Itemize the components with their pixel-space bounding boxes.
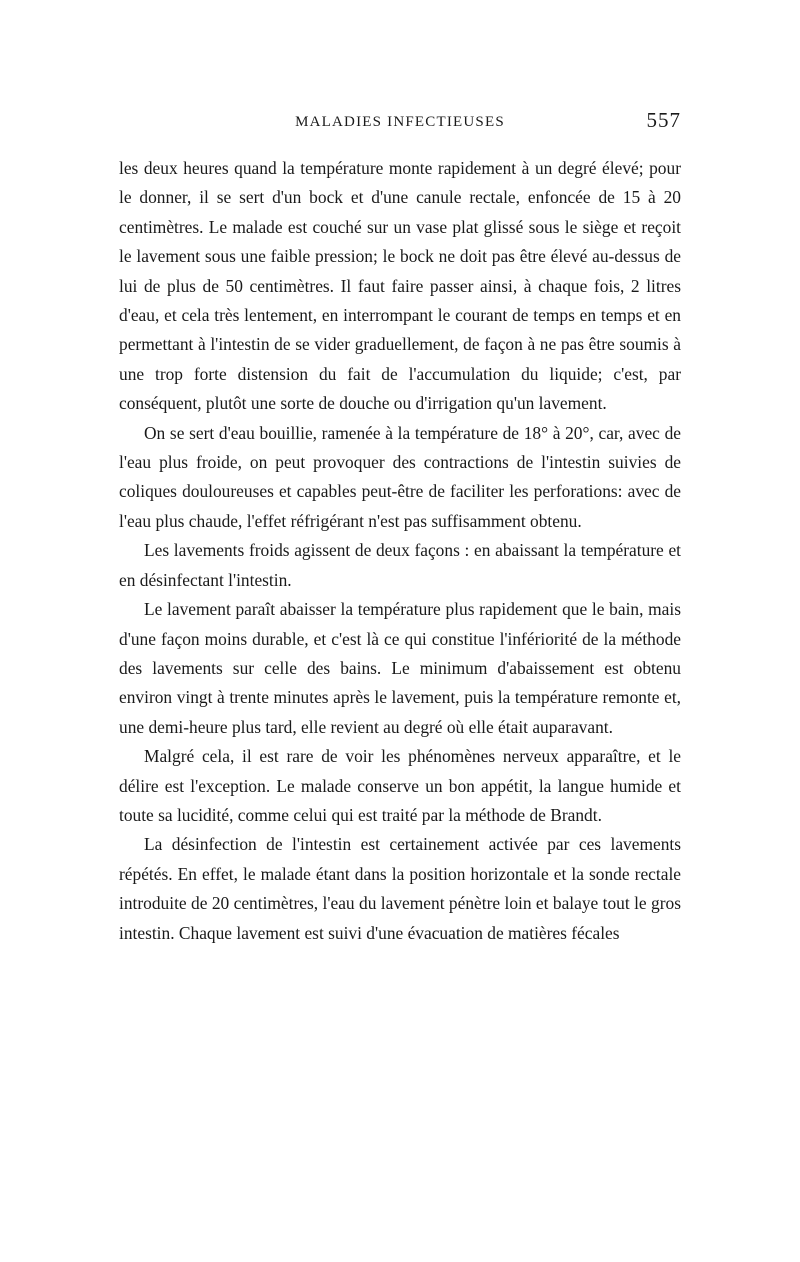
paragraph: La désinfection de l'intestin est certainement activée par ces lavements répétés. En effet, le malade étant dans la position horizontale et la sonde rectale introduite de 20 centimètres, l'eau du lavement pénètre loin et balaye tout le gros intestin. Chaque lavement est suivi d'une évacuation de matières fécales xyxy=(119,834,681,943)
page-header xyxy=(119,106,681,146)
running-title: MALADIES INFECTIEUSES xyxy=(295,114,505,130)
paragraph: On se sert d'eau bouillie, ramenée à la température de 18° à 20°, car, avec de l'eau plus froide, on peut provoquer des contractions de l'intestin suivies de coliques douloureuses et capables peut-être de faciliter les perforations: avec de l'eau plus chaude, l'effet réfrigérant n'est pas suffisamment obtenu. xyxy=(119,422,681,531)
paragraph: Les lavements froids agissent de deux façons : en abaissant la température et en désinfectant l'intestin. xyxy=(119,540,681,590)
paragraph: Le lavement paraît abaisser la température plus rapidement que le bain, mais d'une façon moins durable, et c'est là ce qui constitue l'infériorité de la méthode des lavements sur celle des bains. Le minimum d'abaissement est obtenu environ vingt à trente minutes après le lavement, puis la température remonte et, une demi-heure plus tard, elle revient au degré où elle était auparavant. xyxy=(119,599,681,737)
book-page xyxy=(119,106,681,948)
paragraph: Malgré cela, il est rare de voir les phénomènes nerveux apparaître, et le délire est l'exception. Le malade conserve un bon appétit, la langue humide et toute sa lucidité, comme celui qui est traité par la méthode de Brandt. xyxy=(119,746,681,825)
page-number: 557 xyxy=(646,108,681,132)
body-text xyxy=(119,154,681,948)
paragraph: les deux heures quand la température monte rapidement à un degré élevé; pour le donner, il se sert d'un bock et d'une canule rectale, enfoncée de 15 à 20 centimètres. Le malade est couché sur un vase plat glissé sous le siège et reçoit le lavement sous une faible pression; le bock ne doit pas être élevé au-dessus de lui de plus de 50 centimètres. Il faut faire passer ainsi, à chaque fois, 2 litres d'eau, et cela très lentement, en interrompant le courant de temps en temps et en permettant à l'intestin de se vider graduellement, de façon à ne pas être soumis à une trop forte distension du fait de l'accumulation du liquide; c'est, par conséquent, plutôt une sorte de douche ou d'irrigation qu'un lavement. xyxy=(119,158,681,414)
